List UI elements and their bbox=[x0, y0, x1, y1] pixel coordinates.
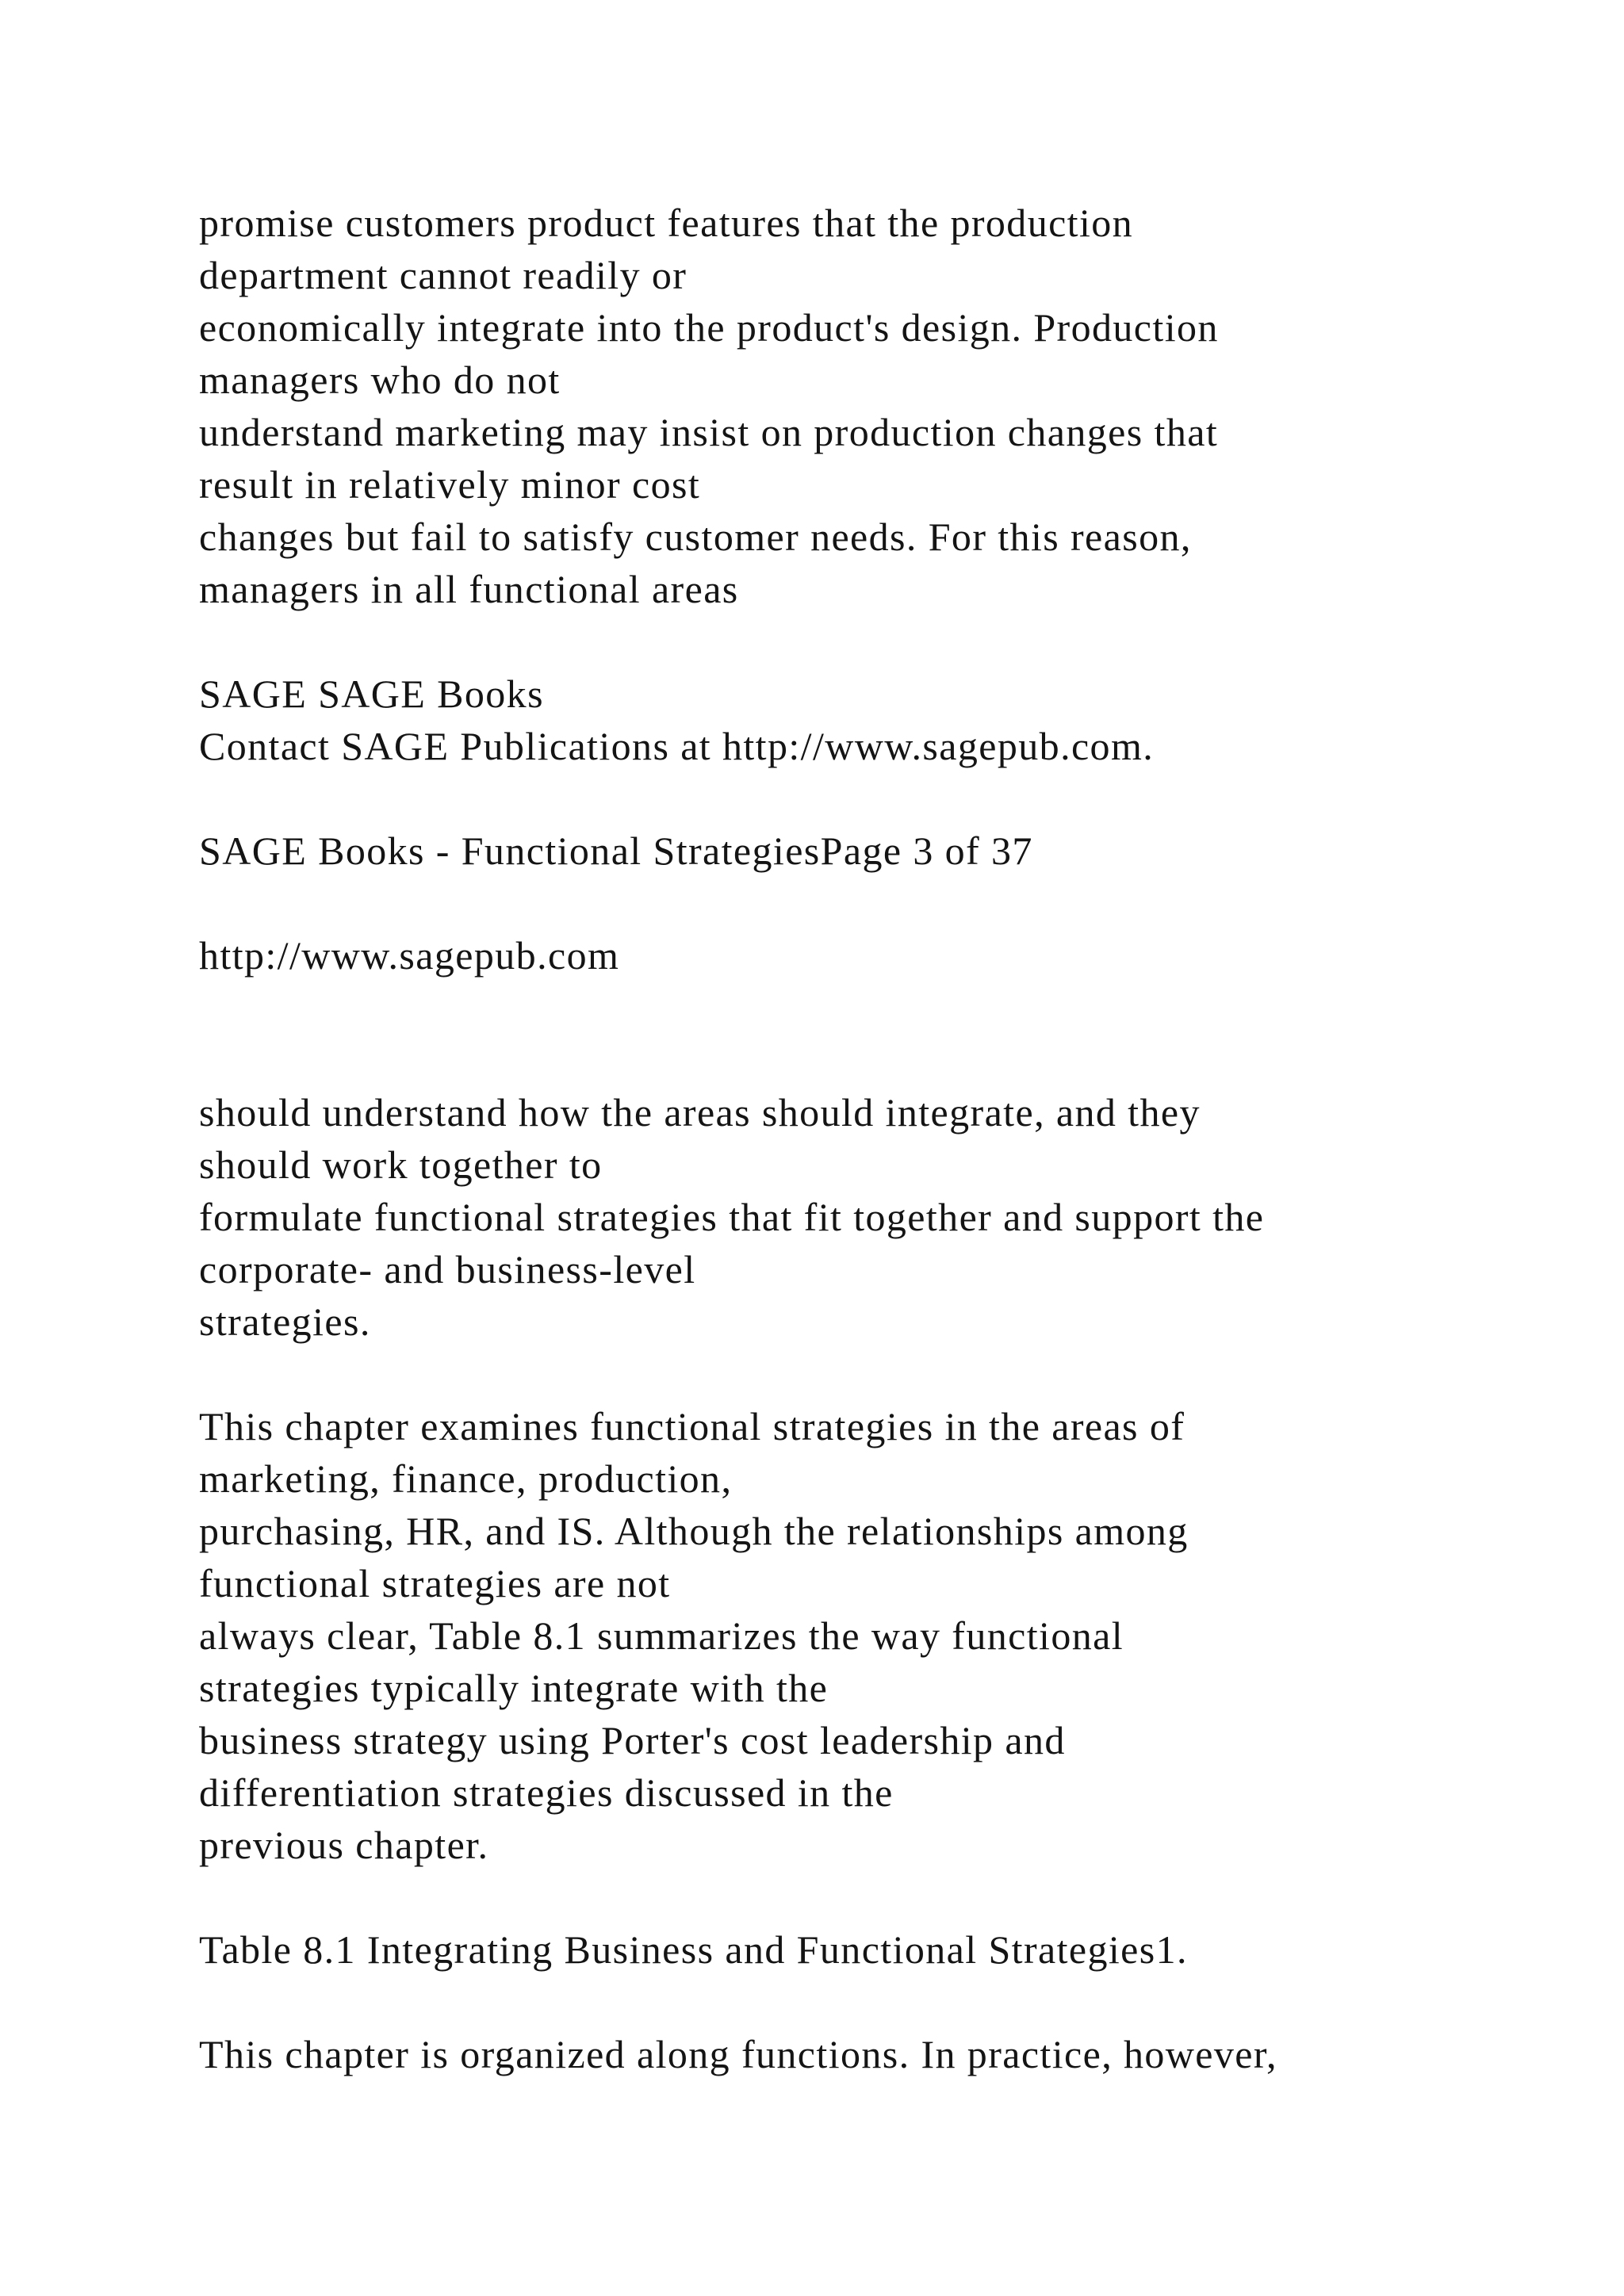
text-line: should work together to bbox=[199, 1142, 603, 1187]
text-line: should understand how the areas should integrate, and they bbox=[199, 1090, 1201, 1135]
text-line: purchasing, HR, and IS. Although the relationships among bbox=[199, 1509, 1189, 1553]
text-line: managers in all functional areas bbox=[199, 567, 739, 611]
text-line: marketing, finance, production, bbox=[199, 1456, 733, 1501]
text-line: This chapter is organized along functions. In practice, however, bbox=[199, 2032, 1277, 2076]
text-line: strategies typically integrate with the bbox=[199, 1666, 829, 1710]
text-line: strategies. bbox=[199, 1299, 371, 1344]
publisher-url: http://www.sagepub.com bbox=[199, 933, 620, 978]
text-line: differentiation strategies discussed in the bbox=[199, 1770, 894, 1815]
table-caption: Table 8.1 Integrating Business and Functional Strategies1. bbox=[199, 1927, 1188, 1972]
text-line: result in relatively minor cost bbox=[199, 462, 701, 507]
publisher-name: SAGE SAGE Books bbox=[199, 672, 544, 716]
text-line: This chapter examines functional strategies in the areas of bbox=[199, 1404, 1185, 1448]
text-line: always clear, Table 8.1 summarizes the way functional bbox=[199, 1613, 1124, 1658]
text-line: previous chapter. bbox=[199, 1823, 489, 1867]
text-line: business strategy using Porter's cost leadership and bbox=[199, 1718, 1066, 1762]
text-line: department cannot readily or bbox=[199, 253, 688, 297]
text-line: managers who do not bbox=[199, 358, 561, 402]
text-line: economically integrate into the product's design. Production bbox=[199, 305, 1219, 350]
text-line: changes but fail to satisfy customer needs. For this reason, bbox=[199, 515, 1192, 559]
page-header: SAGE Books - Functional StrategiesPage 3 of 37 bbox=[199, 828, 1033, 873]
text-line: formulate functional strategies that fit together and support the bbox=[199, 1195, 1265, 1239]
text-line: corporate- and business-level bbox=[199, 1247, 696, 1292]
text-line: functional strategies are not bbox=[199, 1561, 671, 1605]
text-line: promise customers product features that the production bbox=[199, 201, 1134, 245]
text-line: understand marketing may insist on production changes that bbox=[199, 410, 1219, 454]
publisher-contact: Contact SAGE Publications at http://www.sagepub.com. bbox=[199, 724, 1155, 768]
